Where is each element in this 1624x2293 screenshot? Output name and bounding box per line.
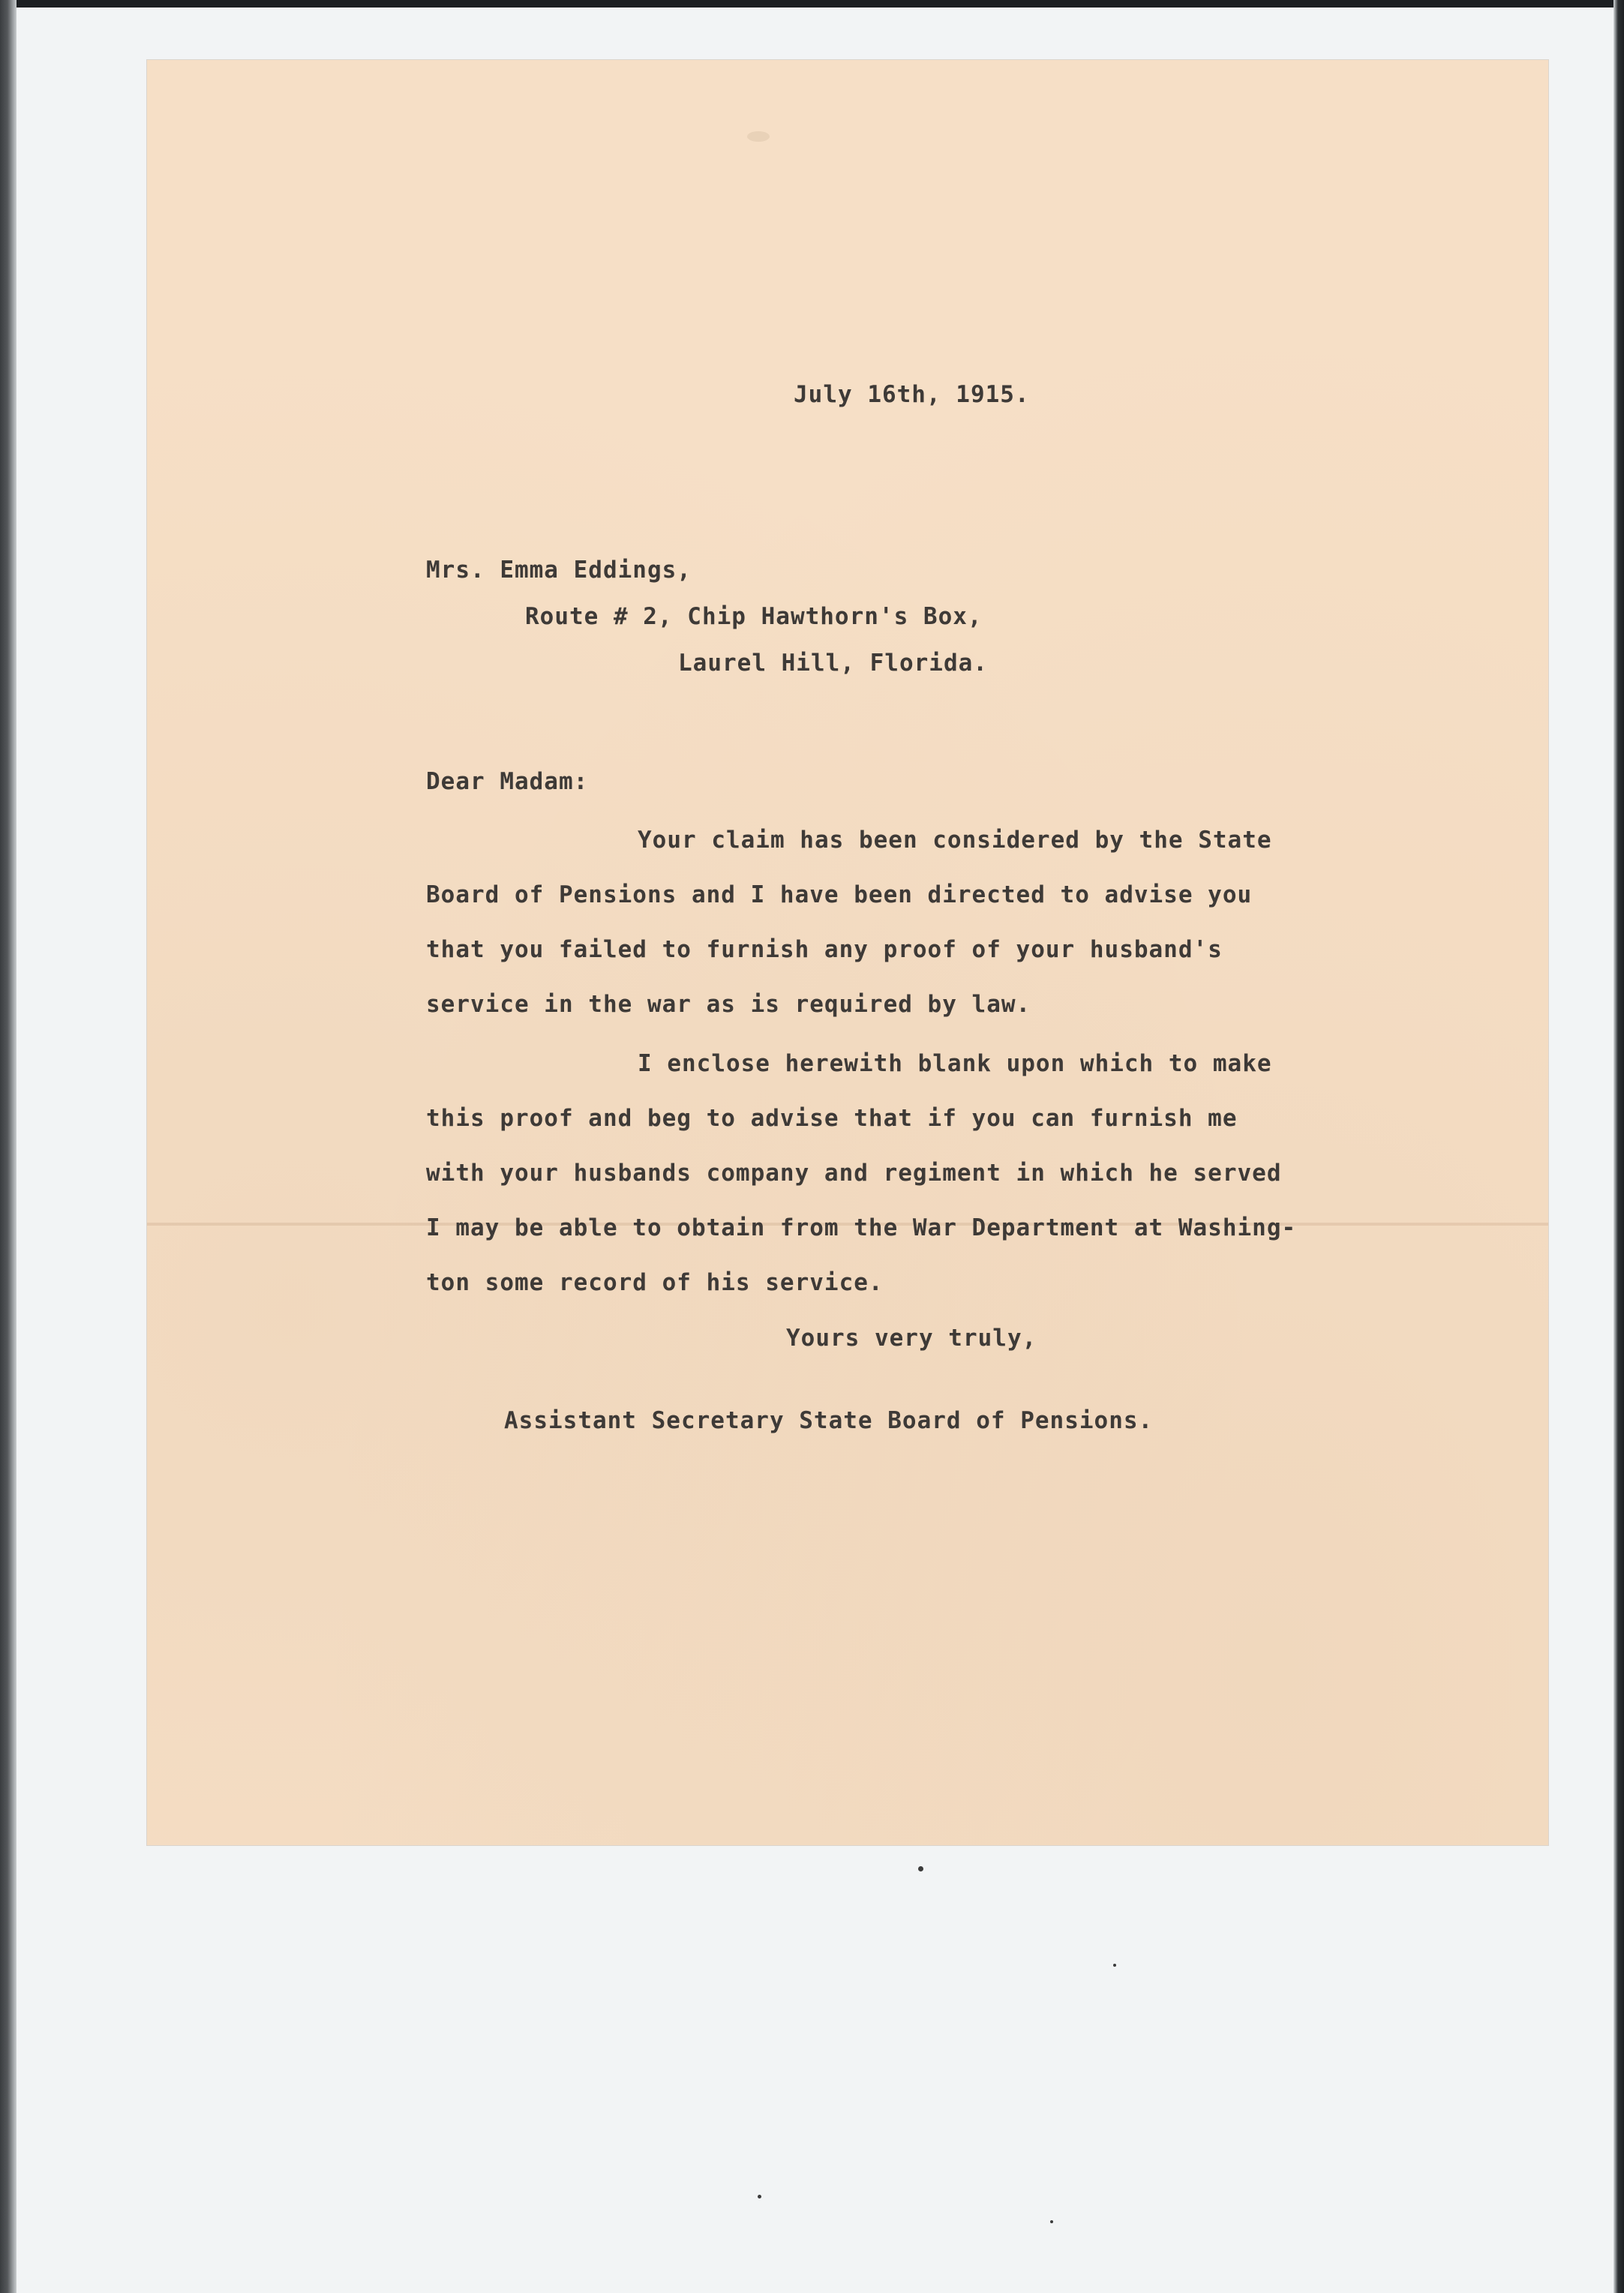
recipient-address-line-2: Laurel Hill, Florida. <box>678 650 988 677</box>
body-line-9: ton some record of his service. <box>426 1269 884 1296</box>
scan-speck <box>918 1866 923 1871</box>
body-line-4: service in the war as is required by law. <box>426 991 1031 1018</box>
body-line-1: Your claim has been considered by the State <box>638 827 1272 854</box>
body-line-2: Board of Pensions and I have been directed to advise you <box>426 881 1253 908</box>
body-line-8: I may be able to obtain from the War Department at Washing- <box>426 1214 1297 1241</box>
letter-page <box>147 60 1548 1845</box>
scanner-edge-left <box>0 0 17 2293</box>
recipient-address-line-1: Route # 2, Chip Hawthorn's Box, <box>525 603 983 630</box>
signature-title: Assistant Secretary State Board of Pensions. <box>504 1407 1154 1434</box>
scanner-edge-top <box>0 0 1624 8</box>
body-line-3: that you failed to furnish any proof of your husband's <box>426 936 1223 963</box>
scan-speck <box>1050 2220 1053 2223</box>
body-line-5: I enclose herewith blank upon which to make <box>638 1050 1272 1077</box>
scan-speck <box>1113 1964 1116 1967</box>
body-line-6: this proof and beg to advise that if you can furnish me <box>426 1105 1238 1132</box>
scan-speck <box>758 2195 761 2198</box>
scanner-edge-right <box>1613 0 1624 2293</box>
closing: Yours very truly, <box>786 1325 1037 1352</box>
letter-date: July 16th, 1915. <box>794 381 1030 408</box>
paper-mark <box>747 131 770 142</box>
recipient-name: Mrs. Emma Eddings, <box>426 557 692 584</box>
salutation: Dear Madam: <box>426 768 589 795</box>
body-line-7: with your husbands company and regiment in which he served <box>426 1160 1282 1187</box>
